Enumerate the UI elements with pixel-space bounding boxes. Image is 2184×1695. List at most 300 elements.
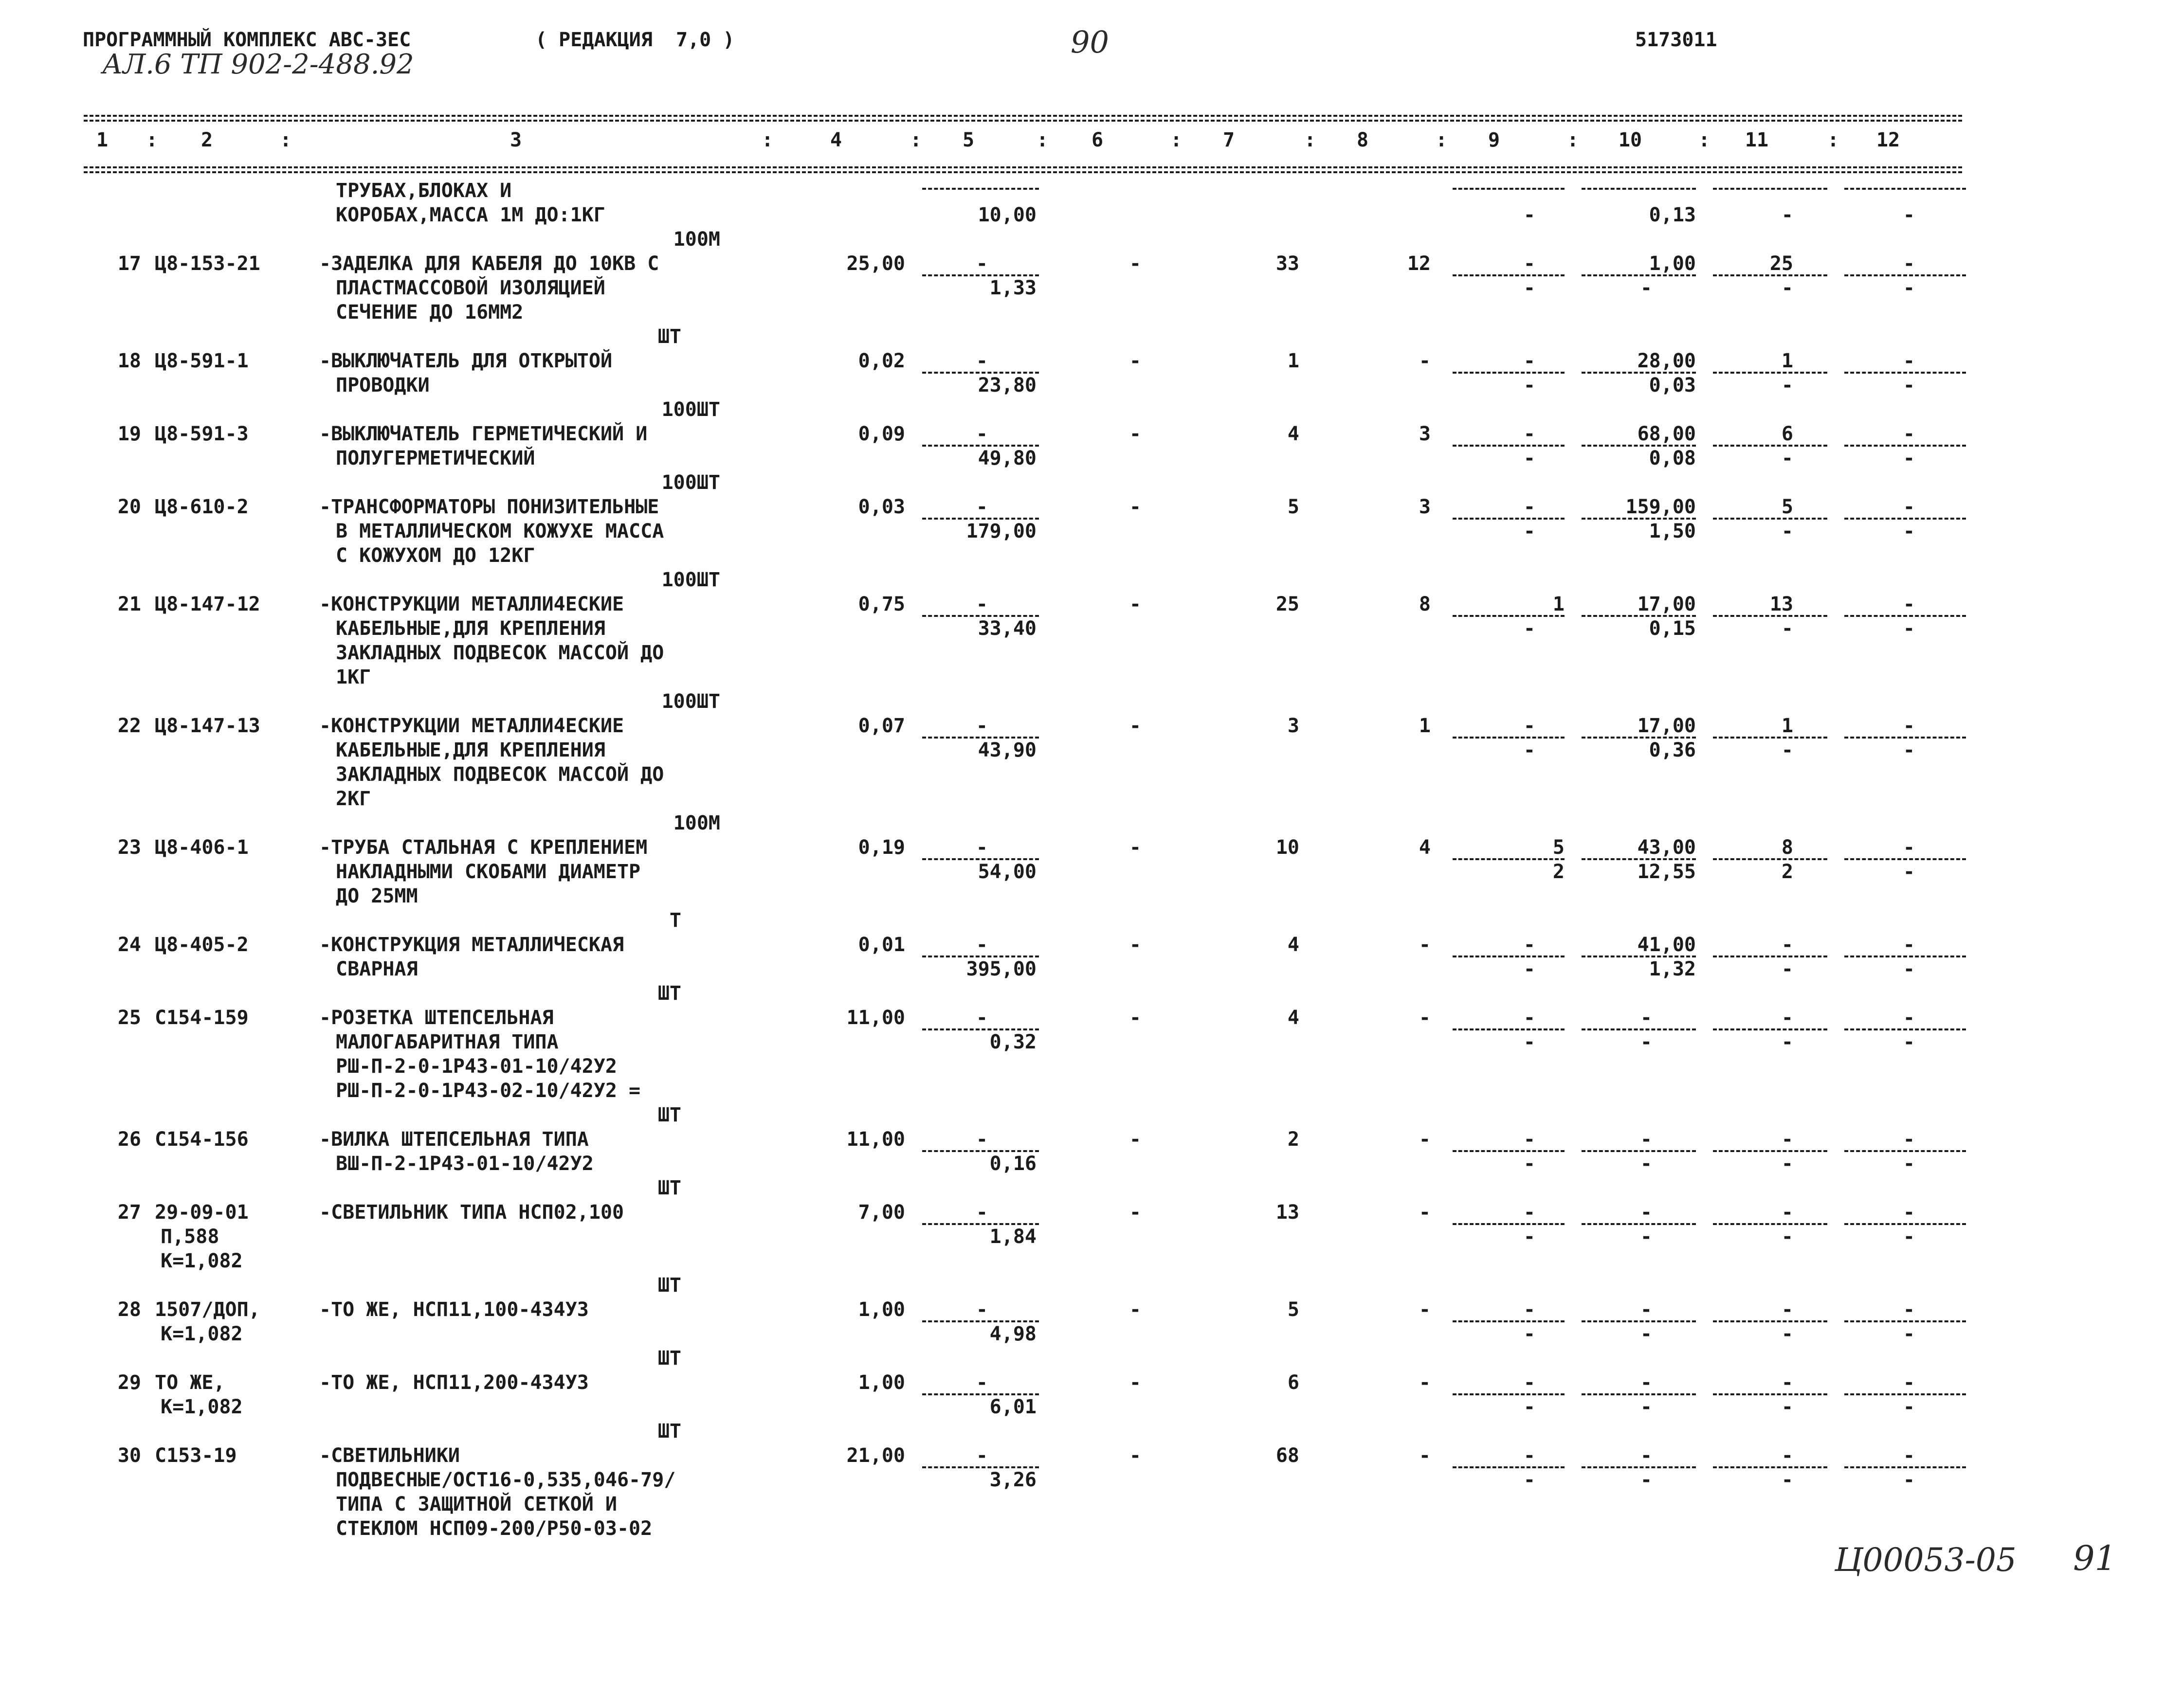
handwritten-page: 91 (2073, 1538, 2117, 1578)
col11-value: 5 (1781, 496, 1793, 518)
col8-value: 12 (1407, 252, 1431, 275)
item-text-line: ДО 25ММ (336, 885, 418, 907)
column-header-4: 4 (830, 129, 842, 151)
unit-label: 100ШТ (661, 569, 720, 591)
row-number: 24 (117, 934, 141, 956)
col8-value: - (1419, 1128, 1431, 1151)
item-text-line: -ВИЛКА ШТЕПСЕЛЬНАЯ ТИПА (319, 1128, 589, 1151)
col10-value: 28,00 (1637, 350, 1696, 372)
col10-value: - (1640, 1031, 1652, 1053)
col11-value: - (1781, 374, 1793, 397)
col8-value: 3 (1419, 423, 1431, 445)
header-rule-bottom (84, 166, 1962, 168)
resource-code: С154-159 (155, 1007, 249, 1029)
col9-value: - (1523, 1323, 1535, 1345)
col10-value: 41,00 (1637, 934, 1696, 956)
col6-value: - (1129, 350, 1141, 372)
item-text-line: -КОНСТРУКЦИИ МЕТАЛЛИ4ЕСКИЕ (319, 593, 624, 615)
program-title: ПРОГРАММНЫЙ КОМПЛЕКС АВС-3ЕС (83, 29, 411, 51)
row-number: 21 (117, 593, 141, 615)
row-number: 30 (117, 1444, 141, 1467)
col12-value: - (1903, 934, 1915, 956)
column-separator: : (1436, 129, 1448, 151)
col11-value: 25 (1769, 252, 1793, 275)
column-separator: : (146, 129, 158, 151)
row-number: 20 (117, 496, 141, 518)
col7-value: 3 (1287, 715, 1299, 737)
resource-code: Ц8-610-2 (155, 496, 249, 518)
col9-value: - (1523, 934, 1535, 956)
item-text-line: ВШ-П-2-1Р43-01-10/42У2 (336, 1153, 594, 1175)
col10-value: - (1640, 1298, 1652, 1321)
column-header-11: 11 (1745, 129, 1769, 151)
col4-value: 1,00 (858, 1371, 905, 1394)
unit-label: 100ШТ (661, 471, 720, 494)
col12-value: - (1903, 1444, 1915, 1467)
subtotal-rule (1453, 188, 1565, 190)
col4-value: 11,00 (846, 1007, 905, 1029)
row-number: 25 (117, 1007, 141, 1029)
col9-value: - (1523, 350, 1535, 372)
col10-value: 0,15 (1649, 617, 1696, 640)
col10-value: - (1640, 1007, 1652, 1029)
col10-value: 1,32 (1649, 958, 1696, 980)
item-text-line: КОРОБАХ,МАССА 1М ДО:1КГ (336, 204, 605, 226)
col5-dash: - (976, 350, 988, 372)
item-text-line: -ЗАДЕЛКА ДЛЯ КАБЕЛЯ ДО 10КВ С (319, 252, 659, 275)
col6-value: - (1129, 252, 1141, 275)
col11-value: - (1781, 1371, 1793, 1394)
col11-value: - (1781, 277, 1793, 299)
col12-value: - (1903, 520, 1915, 542)
resource-code: К=1,082 (161, 1250, 243, 1272)
col4-value: 0,07 (858, 715, 905, 737)
col9-value: - (1523, 617, 1535, 640)
col5-dash: - (976, 252, 988, 275)
col10-value: - (1640, 1128, 1652, 1151)
item-text-line: -КОНСТРУКЦИЯ МЕТАЛЛИЧЕСКАЯ (319, 934, 624, 956)
col12-value: - (1903, 204, 1915, 226)
unit-label: ШТ (657, 1420, 681, 1443)
col5-dash: - (976, 1371, 988, 1394)
col7-value: 10 (1275, 836, 1299, 859)
col12-value: - (1903, 1201, 1915, 1224)
col11-value: - (1781, 1153, 1793, 1175)
col8-value: - (1419, 1298, 1431, 1321)
col5-dash: - (976, 1007, 988, 1029)
col10-value: 68,00 (1637, 423, 1696, 445)
col10-value: 1,00 (1649, 252, 1696, 275)
item-text-line: С КОЖУХОМ ДО 12КГ (336, 544, 535, 567)
col5-dash: - (976, 715, 988, 737)
col12-value: - (1903, 277, 1915, 299)
col11-value: 1 (1781, 715, 1793, 737)
col7-value: 2 (1287, 1128, 1299, 1151)
col8-value: - (1419, 934, 1431, 956)
item-text-line: -СВЕТИЛЬНИК ТИПА НСП02,100 (319, 1201, 624, 1224)
row-number: 26 (117, 1128, 141, 1151)
col9-value: - (1523, 204, 1535, 226)
col8-value: 4 (1419, 836, 1431, 859)
item-text-line: РШ-П-2-0-1Р43-01-10/42У2 (336, 1055, 617, 1078)
col9-value: 5 (1552, 836, 1565, 859)
col8-value: - (1419, 350, 1431, 372)
column-header-2: 2 (200, 129, 213, 151)
col7-value: 4 (1287, 1007, 1299, 1029)
col9-value: - (1523, 277, 1535, 299)
col7-value: 13 (1275, 1201, 1299, 1224)
item-text-line: -ВЫКЛЮЧАТЕЛЬ ДЛЯ ОТКРЫТОЙ (319, 350, 613, 372)
row-number: 22 (117, 715, 141, 737)
column-header-7: 7 (1222, 129, 1235, 151)
col12-value: - (1903, 423, 1915, 445)
col8-value: - (1419, 1371, 1431, 1394)
col9-value: - (1523, 1031, 1535, 1053)
resource-code: Ц8-405-2 (155, 934, 249, 956)
item-text-line: 2КГ (336, 788, 371, 810)
col5-value: 1,33 (989, 277, 1037, 299)
col9-value: - (1523, 1128, 1535, 1151)
item-text-line: ПРОВОДКИ (336, 374, 430, 397)
column-header-8: 8 (1356, 129, 1369, 151)
col7-value: 6 (1287, 1371, 1299, 1394)
col4-value: 21,00 (846, 1444, 905, 1467)
resource-code: К=1,082 (161, 1396, 243, 1418)
item-text-line: СТЕКЛОМ НСП09-200/Р50-03-02 (336, 1517, 653, 1540)
col9-value: - (1523, 1007, 1535, 1029)
item-text-line: РШ-П-2-0-1Р43-02-10/42У2 = (336, 1080, 641, 1102)
item-text-line: ЗАКЛАДНЫХ ПОДВЕСОК МАССОЙ ДО (336, 642, 664, 664)
col9-value: - (1523, 447, 1535, 469)
item-text-line: -СВЕТИЛЬНИКИ (319, 1444, 460, 1467)
col5-value: 23,80 (978, 374, 1037, 397)
resource-code: 29-09-01 (155, 1201, 249, 1224)
col9-value: - (1523, 1396, 1535, 1418)
item-text-line: -КОНСТРУКЦИИ МЕТАЛЛИ4ЕСКИЕ (319, 715, 624, 737)
col12-value: - (1903, 715, 1915, 737)
col10-value: - (1640, 1201, 1652, 1224)
col12-value: - (1903, 1031, 1915, 1053)
col9-value: - (1523, 423, 1535, 445)
col12-value: - (1903, 1469, 1915, 1491)
col5-dash: - (976, 934, 988, 956)
col9-value: - (1523, 1226, 1535, 1248)
resource-code: С154-156 (155, 1128, 249, 1151)
row-number: 28 (117, 1298, 141, 1321)
column-header-6: 6 (1091, 129, 1104, 151)
col11-value: - (1781, 1444, 1793, 1467)
doc-code: 5173011 (1635, 29, 1717, 51)
row-number: 18 (117, 350, 141, 372)
resource-code: Ц8-153-21 (155, 252, 260, 275)
col8-value: 1 (1419, 715, 1431, 737)
col7-value: 1 (1287, 350, 1299, 372)
col11-value: - (1781, 934, 1793, 956)
unit-label: ШТ (657, 1177, 681, 1199)
col10-value: 43,00 (1637, 836, 1696, 859)
col6-value: - (1129, 836, 1141, 859)
col5-value: 179,00 (966, 520, 1037, 542)
col9-value: - (1523, 958, 1535, 980)
resource-code: Ц8-147-12 (155, 593, 260, 615)
col11-value: 13 (1769, 593, 1793, 615)
col9-value: - (1523, 1469, 1535, 1491)
unit-label: ШТ (657, 1347, 681, 1370)
subtotal-rule (1582, 188, 1696, 190)
col9-value: 1 (1552, 593, 1565, 615)
subtotal-rule (1713, 188, 1827, 190)
col12-value: - (1903, 350, 1915, 372)
column-separator: : (1037, 129, 1049, 151)
resource-code: Ц8-147-13 (155, 715, 260, 737)
col5-value: 6,01 (989, 1396, 1037, 1418)
col5-dash: - (976, 423, 988, 445)
item-text-line: ТИПА С ЗАЩИТНОЙ СЕТКОЙ И (336, 1493, 617, 1515)
col7-value: 33 (1275, 252, 1299, 275)
col9-value: - (1523, 1298, 1535, 1321)
col5-value: 49,80 (978, 447, 1037, 469)
col10-value: - (1640, 1323, 1652, 1345)
col11-value: 1 (1781, 350, 1793, 372)
col5-dash: - (976, 1128, 988, 1151)
col10-value: 0,36 (1649, 739, 1696, 761)
col4-value: 0,19 (858, 836, 905, 859)
column-separator: : (1304, 129, 1316, 151)
col12-value: - (1903, 1371, 1915, 1394)
col5-value: 4,98 (989, 1323, 1037, 1345)
col12-value: - (1903, 252, 1915, 275)
col8-value: - (1419, 1444, 1431, 1467)
unit-label: ШТ (657, 1104, 681, 1126)
col6-value: - (1129, 1201, 1141, 1224)
row-number: 23 (117, 836, 141, 859)
row-number: 19 (117, 423, 141, 445)
unit-label: 100М (673, 228, 720, 251)
column-header-3: 3 (510, 129, 522, 151)
column-header-9: 9 (1488, 129, 1500, 151)
row-number: 17 (117, 252, 141, 275)
column-header-5: 5 (962, 129, 975, 151)
item-text-line: 1КГ (336, 666, 371, 688)
col12-value: - (1903, 836, 1915, 859)
col5-value: 43,90 (978, 739, 1037, 761)
col10-value: 1,50 (1649, 520, 1696, 542)
item-text-line: СЕЧЕНИЕ ДО 16ММ2 (336, 301, 524, 324)
unit-label: ШТ (657, 1274, 681, 1297)
column-separator: : (1567, 129, 1579, 151)
col8-value: - (1419, 1201, 1431, 1224)
col5-value: 54,00 (978, 861, 1037, 883)
col4-value: 1,00 (858, 1298, 905, 1321)
resource-code: С153-19 (155, 1444, 237, 1467)
item-text-line: В МЕТАЛЛИЧЕСКОМ КОЖУХЕ МАССА (336, 520, 664, 542)
column-separator: : (762, 129, 774, 151)
col8-value: - (1419, 1007, 1431, 1029)
col6-value: - (1129, 1371, 1141, 1394)
item-text-line: КАБЕЛЬНЫЕ,ДЛЯ КРЕПЛЕНИЯ (336, 739, 605, 761)
col10-value: - (1640, 1226, 1652, 1248)
col12-value: - (1903, 958, 1915, 980)
item-text-line: -ТРАНСФОРМАТОРЫ ПОНИЗИТЕЛЬНЫЕ (319, 496, 659, 518)
column-separator: : (280, 129, 292, 151)
col10-value: - (1640, 1153, 1652, 1175)
col10-value: 17,00 (1637, 715, 1696, 737)
col4-value: 11,00 (846, 1128, 905, 1151)
col10-value: 17,00 (1637, 593, 1696, 615)
column-separator: : (1698, 129, 1711, 151)
col12-value: - (1903, 593, 1915, 615)
col4-value: 7,00 (858, 1201, 905, 1224)
col10-value: 12,55 (1637, 861, 1696, 883)
unit-label: 100ШТ (661, 398, 720, 421)
col6-value: - (1129, 593, 1141, 615)
unit-label: Т (669, 909, 681, 932)
resource-code: Ц8-591-3 (155, 423, 249, 445)
col10-value: 0,13 (1649, 204, 1696, 226)
col11-value: - (1781, 1201, 1793, 1224)
col11-value: - (1781, 617, 1793, 640)
col4-value: 0,09 (858, 423, 905, 445)
resource-code: Ц8-591-1 (155, 350, 249, 372)
col10-value: 159,00 (1625, 496, 1696, 518)
item-text-line: ЗАКЛАДНЫХ ПОДВЕСОК МАССОЙ ДО (336, 763, 664, 786)
col5-value: 0,32 (989, 1031, 1037, 1053)
handwritten-code: Ц00053-05 (1835, 1541, 2017, 1579)
col9-value: - (1523, 1153, 1535, 1175)
col9-value: - (1523, 252, 1535, 275)
col5-value: 10,00 (978, 204, 1037, 226)
col10-value: - (1640, 1469, 1652, 1491)
col5-value: 0,16 (989, 1153, 1037, 1175)
col9-value: 2 (1552, 861, 1565, 883)
item-text-line: ПОЛУГЕРМЕТИЧЕСКИЙ (336, 447, 535, 469)
col12-value: - (1903, 447, 1915, 469)
col8-value: 3 (1419, 496, 1431, 518)
col7-value: 5 (1287, 1298, 1299, 1321)
col11-value: - (1781, 1128, 1793, 1151)
header-rule-top (84, 115, 1962, 117)
col12-value: - (1903, 1298, 1915, 1321)
column-header-1: 1 (96, 129, 109, 151)
col9-value: - (1523, 739, 1535, 761)
item-text-line: -ВЫКЛЮЧАТЕЛЬ ГЕРМЕТИЧЕСКИЙ И (319, 423, 648, 445)
col10-value: 0,03 (1649, 374, 1696, 397)
col11-value: - (1781, 1007, 1793, 1029)
col5-value: 33,40 (978, 617, 1037, 640)
col11-value: 6 (1781, 423, 1793, 445)
col11-value: - (1781, 958, 1793, 980)
col10-value: 0,08 (1649, 447, 1696, 469)
col9-value: - (1523, 1201, 1535, 1224)
col12-value: - (1903, 1226, 1915, 1248)
col12-value: - (1903, 496, 1915, 518)
col11-value: - (1781, 1031, 1793, 1053)
col11-value: - (1781, 739, 1793, 761)
resource-code: ТО ЖЕ, (155, 1371, 225, 1394)
col6-value: - (1129, 934, 1141, 956)
col7-value: 4 (1287, 934, 1299, 956)
col5-dash: - (976, 1201, 988, 1224)
unit-label: ШТ (657, 982, 681, 1005)
col6-value: - (1129, 1298, 1141, 1321)
col11-value: - (1781, 447, 1793, 469)
col10-value: - (1640, 1371, 1652, 1394)
col12-value: - (1903, 1323, 1915, 1345)
col7-value: 25 (1275, 593, 1299, 615)
col11-value: - (1781, 1323, 1793, 1345)
col11-value: - (1781, 204, 1793, 226)
col4-value: 25,00 (846, 252, 905, 275)
item-text-line: -ТРУБА СТАЛЬНАЯ С КРЕПЛЕНИЕМ (319, 836, 648, 859)
col9-value: - (1523, 496, 1535, 518)
col5-value: 3,26 (989, 1469, 1037, 1491)
col6-value: - (1129, 496, 1141, 518)
col5-dash: - (976, 593, 988, 615)
col11-value: - (1781, 520, 1793, 542)
col10-value: - (1640, 1396, 1652, 1418)
col9-value: - (1523, 715, 1535, 737)
column-separator: : (1827, 129, 1839, 151)
col7-value: 5 (1287, 496, 1299, 518)
col6-value: - (1129, 423, 1141, 445)
resource-code: Ц8-406-1 (155, 836, 249, 859)
col12-value: - (1903, 1007, 1915, 1029)
subtotal-rule (1844, 188, 1966, 190)
col6-value: - (1129, 715, 1141, 737)
col5-value: 1,84 (989, 1226, 1037, 1248)
col12-value: - (1903, 1128, 1915, 1151)
col11-value: - (1781, 1469, 1793, 1491)
col11-value: - (1781, 1298, 1793, 1321)
page-number: 90 (1071, 24, 1109, 60)
col5-dash: - (976, 1444, 988, 1467)
col10-value: - (1640, 1444, 1652, 1467)
col6-value: - (1129, 1444, 1141, 1467)
col5-dash: - (976, 1298, 988, 1321)
col12-value: - (1903, 739, 1915, 761)
col5-dash: - (976, 496, 988, 518)
subtotal-rule (922, 188, 1039, 190)
unit-label: 100ШТ (661, 690, 720, 713)
col11-value: - (1781, 1226, 1793, 1248)
col8-value: 8 (1419, 593, 1431, 615)
item-text-line: НАКЛАДНЫМИ СКОБАМИ ДИАМЕТР (336, 861, 641, 883)
col9-value: - (1523, 1371, 1535, 1394)
col11-value: - (1781, 1396, 1793, 1418)
col4-value: 0,03 (858, 496, 905, 518)
col5-dash: - (976, 836, 988, 859)
item-text-line: СВАРНАЯ (336, 958, 418, 980)
column-separator: : (910, 129, 922, 151)
col10-value: - (1640, 277, 1652, 299)
col11-value: 2 (1781, 861, 1793, 883)
item-text-line: МАЛОГАБАРИТНАЯ ТИПА (336, 1031, 559, 1053)
column-header-10: 10 (1618, 129, 1642, 151)
item-text-line: -ТО ЖЕ, НСП11,100-434У3 (319, 1298, 589, 1321)
item-text-line: -РОЗЕТКА ШТЕПСЕЛЬНАЯ (319, 1007, 554, 1029)
col12-value: - (1903, 1153, 1915, 1175)
col12-value: - (1903, 374, 1915, 397)
col4-value: 0,02 (858, 350, 905, 372)
col12-value: - (1903, 861, 1915, 883)
col12-value: - (1903, 1396, 1915, 1418)
col6-value: - (1129, 1007, 1141, 1029)
col5-value: 395,00 (966, 958, 1037, 980)
edition-label: ( РЕДАКЦИЯ 7,0 ) (535, 29, 735, 51)
col4-value: 0,75 (858, 593, 905, 615)
header-rule-top-2 (84, 120, 1962, 122)
col9-value: - (1523, 1444, 1535, 1467)
